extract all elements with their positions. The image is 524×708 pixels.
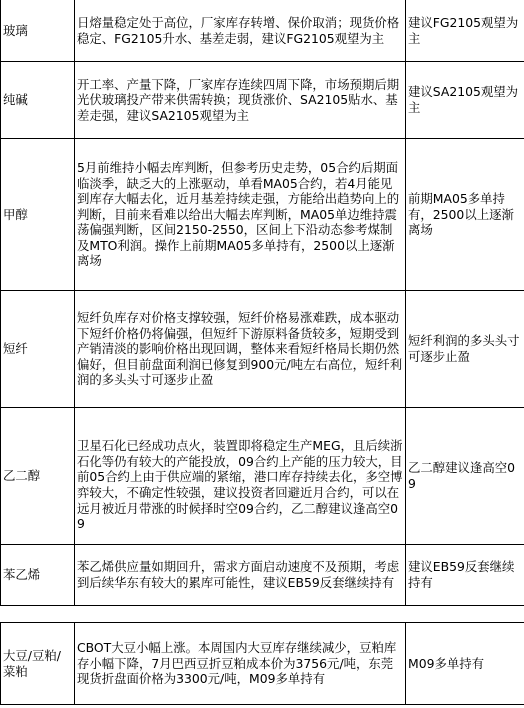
product-cell: 短纤	[1, 291, 75, 408]
analysis-text: 短纤负库存对价格支撑较强，短纤价格易涨难跌，成本驱动下短纤价格仍将偏强，但短纤下游原料备货较多，短期受到产销清淡的影响价格出现回调，整体来看短纤格局长期仍然偏好，但目前盘面利润已修复到900元/吨左右高位，短纤利润的多头头寸可逐步止盈	[77, 310, 403, 388]
advice-cell	[406, 139, 524, 291]
analysis-cell	[75, 139, 406, 291]
analysis-cell	[75, 623, 406, 705]
analysis-text: 苯乙烯供应量如期回升，需求方面启动速度不及预期，考虑到后续华东有较大的累库可能性，建议EB59反套继续持有	[77, 559, 400, 590]
product-cell: 甲醇	[1, 139, 75, 291]
advice-text: 建议FG2105观望为主	[408, 14, 519, 46]
advice-text: 前期MA05多单持有，2500以上逐渐离场	[408, 191, 514, 238]
advice-text: 建议SA2105观望为主	[408, 84, 519, 115]
table-row	[1, 0, 524, 62]
analysis-text: 开工率、产量下降，厂家库存连续四周下降，市场预期后期光伏玻璃投产带来供需转换；现货涨价、SA2105贴水、基差走强，建议SA2105观望为主	[77, 76, 400, 123]
analysis-text: 卫星石化已经成功点火，装置即将稳定生产MEG，且后续浙石化等仍有较大的产能投放，09合约上产能的压力较大，目前05合约上由于供应端的紧缩，港口库存持续去化，多空博弈较大，不确定性较强，建议投资者回避近月合约，可以在远月被近月带涨的时候择时空09合约，乙二醇建议逢高空09	[77, 438, 403, 532]
product-cell: 苯乙烯	[1, 545, 75, 606]
product-cell: 纯碱	[1, 62, 75, 139]
advice-cell	[406, 0, 524, 62]
table-spacer-row	[1, 606, 524, 623]
analysis-cell	[75, 408, 406, 545]
analysis-cell	[75, 291, 406, 408]
product-cell: 乙二醇	[1, 408, 75, 545]
advice-text: 乙二醇建议逢高空09	[408, 460, 516, 491]
table-row	[1, 545, 524, 606]
table-row	[1, 623, 524, 705]
advice-cell	[406, 408, 524, 545]
table-row	[1, 62, 524, 139]
analysis-cell	[75, 62, 406, 139]
advice-cell	[406, 623, 524, 705]
advice-cell	[406, 545, 524, 606]
advice-text: 短纤利润的多头头寸可逐步止盈	[408, 333, 520, 364]
advice-cell	[406, 62, 524, 139]
spacer-cell	[1, 606, 75, 623]
spacer-cell	[406, 606, 524, 623]
analysis-cell	[75, 545, 406, 606]
table-row	[1, 291, 524, 408]
advice-text: 建议EB59反套继续持有	[408, 559, 515, 590]
table-row	[1, 139, 524, 291]
product-cell: 玻璃	[1, 0, 75, 62]
analysis-text: 日熔量稳定处于高位，厂家库存转增、保价取消；现货价格稳定、FG2105升水、基差走弱，建议FG2105观望为主	[77, 14, 400, 46]
product-cell: 大豆/豆粕/菜粕	[1, 623, 75, 705]
analysis-text: 5月前维持小幅去库判断，但参考历史走势，05合约后期面临淡季，缺乏大的上涨驱动，单看MA05合约，若4月能见到库存大幅去化，近月基差持续走强，方能给出趋势向上的判断，目前来看难以给出大幅去库判断，MA05单边维持震荡偏强判断，区间2150-2550，区间上下沿动态参考煤制及MTO利润。操作上前期MA05多单持有，2500以上逐渐离场	[77, 159, 400, 269]
advice-text: M09多单持有	[408, 655, 485, 671]
spacer-cell	[75, 606, 406, 623]
analysis-text: CBOT大豆小幅上涨。本周国内大豆库存继续减少，豆粕库存小幅下降，7月巴西豆折豆粕成本价为3756元/吨，东莞现货折盘面价格为3300元/吨，M09多单持有	[77, 640, 397, 687]
analysis-cell	[75, 0, 406, 62]
advice-cell	[406, 291, 524, 408]
table-row	[1, 408, 524, 545]
